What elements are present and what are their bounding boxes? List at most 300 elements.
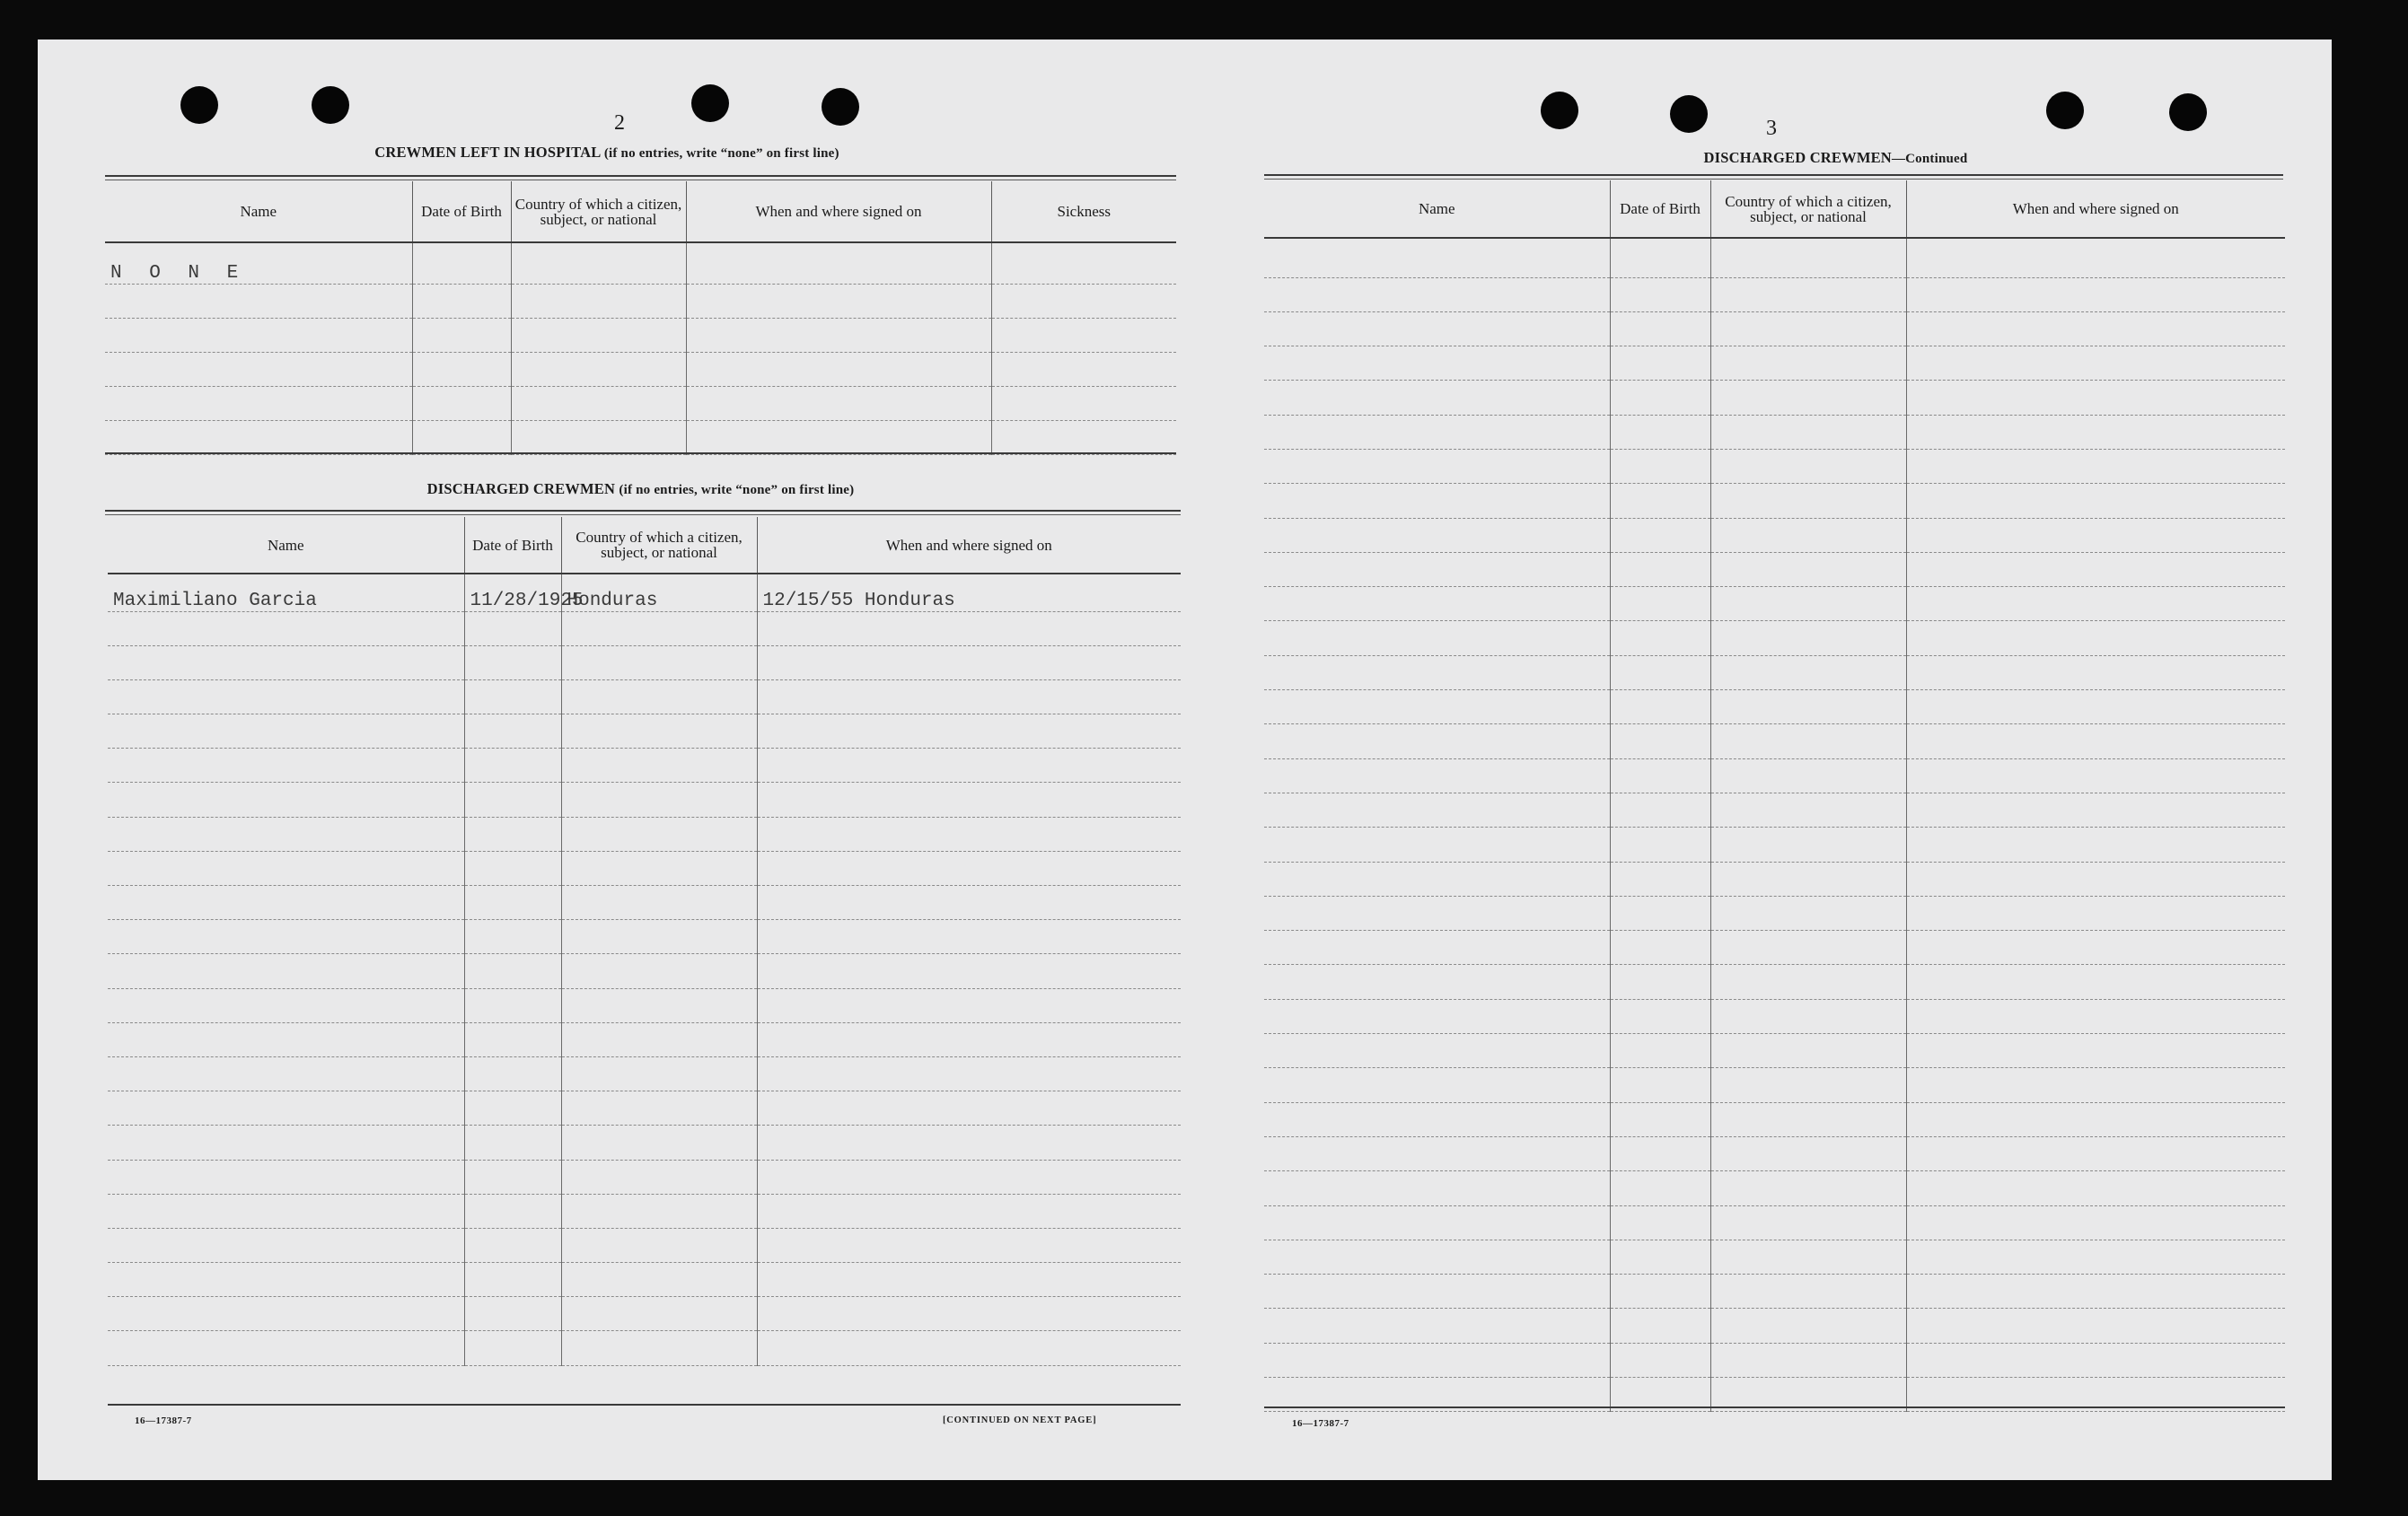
- table-cell[interactable]: [108, 1297, 464, 1331]
- table-cell[interactable]: [511, 386, 686, 420]
- table-cell[interactable]: [1264, 862, 1610, 896]
- table-cell[interactable]: [1610, 552, 1710, 586]
- header-name: Name: [108, 517, 464, 574]
- table-cell[interactable]: [686, 386, 991, 420]
- table-cell[interactable]: [1610, 415, 1710, 449]
- table-row: [108, 714, 1181, 749]
- table-cell[interactable]: [1264, 415, 1610, 449]
- table-cell[interactable]: [1610, 238, 1710, 277]
- table-cell[interactable]: [991, 242, 1176, 284]
- table-cell[interactable]: [1610, 655, 1710, 689]
- table-cell[interactable]: [511, 242, 686, 284]
- table-cell[interactable]: [1710, 449, 1906, 483]
- table-cell[interactable]: [561, 1022, 757, 1056]
- table-cell[interactable]: [1906, 999, 2285, 1033]
- table-cell[interactable]: [561, 645, 757, 679]
- table-cell[interactable]: [1610, 724, 1710, 758]
- table-cell[interactable]: [1264, 828, 1610, 862]
- table-cell[interactable]: [561, 714, 757, 749]
- table-cell[interactable]: [1610, 758, 1710, 793]
- table-cell[interactable]: [1906, 1102, 2285, 1136]
- table-cell[interactable]: [991, 318, 1176, 352]
- table-cell[interactable]: [1710, 999, 1906, 1033]
- table-cell[interactable]: [1906, 655, 2285, 689]
- table-row: [1264, 999, 2285, 1033]
- table-cell[interactable]: [1264, 1205, 1610, 1240]
- table-cell[interactable]: [108, 851, 464, 885]
- table-cell[interactable]: [1906, 587, 2285, 621]
- table-cell[interactable]: [1710, 862, 1906, 896]
- table-cell[interactable]: [1264, 381, 1610, 415]
- table-cell[interactable]: [1264, 896, 1610, 930]
- table-cell[interactable]: [1610, 931, 1710, 965]
- table-cell[interactable]: [757, 920, 1181, 954]
- table-cell[interactable]: [412, 420, 511, 454]
- table-row: [108, 679, 1181, 714]
- table-row: [108, 920, 1181, 954]
- table-cell[interactable]: [757, 783, 1181, 817]
- table-row: [108, 1056, 1181, 1091]
- table-row: [1264, 449, 2285, 483]
- table-cell[interactable]: [1906, 346, 2285, 381]
- table-row: [1264, 415, 2285, 449]
- table-cell[interactable]: [1906, 277, 2285, 311]
- table-cell[interactable]: [464, 988, 561, 1022]
- table-cell[interactable]: [1710, 1343, 1906, 1377]
- table-row: [1264, 1205, 2285, 1240]
- table-cell[interactable]: [108, 645, 464, 679]
- table-cell[interactable]: [412, 386, 511, 420]
- table-cell[interactable]: [1710, 1275, 1906, 1309]
- table-row: [1264, 1309, 2285, 1343]
- discharged-continued-title-text: DISCHARGED CREWMEN: [1703, 149, 1892, 166]
- table-cell[interactable]: [561, 611, 757, 645]
- table-row: [108, 954, 1181, 988]
- table-row: [108, 1331, 1181, 1365]
- table-cell[interactable]: [1906, 1171, 2285, 1205]
- table-cell[interactable]: [108, 886, 464, 920]
- table-cell[interactable]: [1906, 1068, 2285, 1102]
- table-row: [1264, 1136, 2285, 1170]
- table-cell[interactable]: [1264, 690, 1610, 724]
- table-cell[interactable]: [1710, 655, 1906, 689]
- table-cell[interactable]: [1610, 1275, 1710, 1309]
- table-cell[interactable]: [1264, 552, 1610, 586]
- table-cell[interactable]: [561, 817, 757, 851]
- table-cell[interactable]: [1264, 1171, 1610, 1205]
- table-cell[interactable]: [1610, 311, 1710, 346]
- table-cell[interactable]: [1710, 724, 1906, 758]
- table-cell[interactable]: [108, 611, 464, 645]
- table-cell[interactable]: [1710, 1068, 1906, 1102]
- table-cell[interactable]: [1710, 1240, 1906, 1274]
- table-cell[interactable]: [464, 1297, 561, 1331]
- table-cell[interactable]: [561, 988, 757, 1022]
- table-cell[interactable]: [757, 1263, 1181, 1297]
- table-row: [1264, 1343, 2285, 1377]
- table-cell[interactable]: [991, 386, 1176, 420]
- table-cell[interactable]: [464, 783, 561, 817]
- table-cell[interactable]: [1906, 690, 2285, 724]
- table-cell[interactable]: [757, 988, 1181, 1022]
- table-cell[interactable]: [991, 420, 1176, 454]
- page-number-right: 3: [1766, 117, 1777, 140]
- table-cell[interactable]: [561, 954, 757, 988]
- table-cell[interactable]: [464, 1056, 561, 1091]
- table-cell[interactable]: [1906, 1205, 2285, 1240]
- table-cell[interactable]: [757, 851, 1181, 885]
- table-cell[interactable]: 11/28/1925: [464, 574, 561, 611]
- table-cell[interactable]: [1264, 1275, 1610, 1309]
- table-cell[interactable]: [1264, 1343, 1610, 1377]
- table-cell[interactable]: [1264, 1309, 1610, 1343]
- table-cell[interactable]: [757, 749, 1181, 783]
- table-cell[interactable]: [1906, 1275, 2285, 1309]
- table-cell[interactable]: [1610, 1102, 1710, 1136]
- table-cell[interactable]: [1710, 238, 1906, 277]
- table-cell[interactable]: [561, 1228, 757, 1262]
- table-cell[interactable]: [1906, 449, 2285, 483]
- table-cell[interactable]: [757, 1331, 1181, 1365]
- table-cell[interactable]: [1710, 1136, 1906, 1170]
- header-sickness: Sickness: [991, 181, 1176, 242]
- table-cell[interactable]: [1610, 1171, 1710, 1205]
- table-cell[interactable]: [1264, 655, 1610, 689]
- table-cell[interactable]: [561, 1160, 757, 1194]
- table-cell[interactable]: [108, 1022, 464, 1056]
- table-cell[interactable]: [1906, 931, 2285, 965]
- table-cell[interactable]: [1610, 277, 1710, 311]
- table-cell[interactable]: [464, 817, 561, 851]
- table-cell[interactable]: [108, 679, 464, 714]
- table-cell[interactable]: [561, 1263, 757, 1297]
- table-cell[interactable]: [1610, 518, 1710, 552]
- table-cell[interactable]: [757, 1297, 1181, 1331]
- table-cell[interactable]: [1610, 1205, 1710, 1240]
- table-row: [1264, 793, 2285, 827]
- table-row: [108, 1297, 1181, 1331]
- table-cell[interactable]: [561, 783, 757, 817]
- table-cell[interactable]: [1610, 587, 1710, 621]
- table-row: [1264, 381, 2285, 415]
- table-cell[interactable]: [108, 1194, 464, 1228]
- table-cell[interactable]: [1610, 346, 1710, 381]
- table-cell[interactable]: [1906, 484, 2285, 518]
- table-cell[interactable]: [1610, 999, 1710, 1033]
- table-cell[interactable]: [108, 783, 464, 817]
- table-cell[interactable]: [686, 318, 991, 352]
- table-cell[interactable]: [1710, 381, 1906, 415]
- table-cell[interactable]: [1264, 346, 1610, 381]
- table-cell[interactable]: [464, 920, 561, 954]
- table-cell[interactable]: [1906, 896, 2285, 930]
- table-cell[interactable]: [108, 1056, 464, 1091]
- table-cell[interactable]: [464, 1022, 561, 1056]
- table-cell[interactable]: [1710, 1309, 1906, 1343]
- table-cell[interactable]: [108, 1126, 464, 1160]
- table-cell[interactable]: [1710, 690, 1906, 724]
- table-cell[interactable]: 12/15/55 Honduras: [757, 574, 1181, 611]
- punch-hole: [822, 88, 859, 126]
- table-cell[interactable]: [1906, 518, 2285, 552]
- header-name: Name: [1264, 180, 1610, 238]
- table-cell[interactable]: [511, 318, 686, 352]
- table-row: [108, 1228, 1181, 1262]
- table-cell[interactable]: [1710, 758, 1906, 793]
- table-cell[interactable]: [1264, 931, 1610, 965]
- table-cell[interactable]: [1264, 449, 1610, 483]
- table-cell[interactable]: [464, 645, 561, 679]
- table-cell[interactable]: [1610, 1240, 1710, 1274]
- table-cell[interactable]: [108, 988, 464, 1022]
- table-cell[interactable]: [561, 886, 757, 920]
- table-cell[interactable]: [561, 851, 757, 885]
- table-cell[interactable]: [1906, 1309, 2285, 1343]
- table-row: [105, 318, 1176, 352]
- hospital-section-title: [105, 144, 1109, 162]
- table-cell[interactable]: [1610, 965, 1710, 999]
- table-cell[interactable]: [1906, 1034, 2285, 1068]
- table-cell[interactable]: [686, 242, 991, 284]
- table-cell[interactable]: [686, 284, 991, 318]
- table-cell[interactable]: [561, 1194, 757, 1228]
- table-cell[interactable]: [511, 420, 686, 454]
- table-cell[interactable]: [1710, 277, 1906, 311]
- continued-note: [CONTINUED ON NEXT PAGE]: [943, 1415, 1097, 1425]
- table-cell[interactable]: [464, 851, 561, 885]
- table-cell[interactable]: [561, 1297, 757, 1331]
- table-cell[interactable]: [464, 1126, 561, 1160]
- hospital-bottom-rule: [105, 452, 1176, 454]
- table-cell[interactable]: [1264, 999, 1610, 1033]
- table-cell[interactable]: [1610, 862, 1710, 896]
- table-cell[interactable]: [105, 352, 412, 386]
- table-row: [105, 386, 1176, 420]
- table-cell[interactable]: [757, 954, 1181, 988]
- table-cell[interactable]: [108, 1331, 464, 1365]
- table-cell[interactable]: [1710, 1034, 1906, 1068]
- table-cell[interactable]: [1906, 1240, 2285, 1274]
- table-cell[interactable]: [1710, 896, 1906, 930]
- table-cell[interactable]: [1264, 1034, 1610, 1068]
- table-cell[interactable]: [1710, 518, 1906, 552]
- table-cell[interactable]: [1906, 415, 2285, 449]
- table-cell[interactable]: [108, 1160, 464, 1194]
- table-cell[interactable]: [1610, 793, 1710, 827]
- table-cell[interactable]: [464, 1091, 561, 1126]
- table-cell[interactable]: [1264, 1136, 1610, 1170]
- table-cell[interactable]: [757, 1056, 1181, 1091]
- table-cell[interactable]: [561, 920, 757, 954]
- table-row: [1264, 828, 2285, 862]
- table-cell[interactable]: [1264, 965, 1610, 999]
- table-row: [1264, 238, 2285, 277]
- table-cell[interactable]: [464, 1228, 561, 1262]
- table-cell[interactable]: [464, 611, 561, 645]
- table-cell[interactable]: [1710, 1205, 1906, 1240]
- table-cell[interactable]: [1710, 587, 1906, 621]
- table-cell[interactable]: [108, 1263, 464, 1297]
- table-cell[interactable]: [412, 242, 511, 284]
- table-cell[interactable]: [412, 318, 511, 352]
- table-cell[interactable]: N O N E: [105, 242, 412, 284]
- table-cell[interactable]: [757, 1194, 1181, 1228]
- table-cell[interactable]: [108, 749, 464, 783]
- table-cell[interactable]: [412, 284, 511, 318]
- table-cell[interactable]: [1610, 1034, 1710, 1068]
- table-cell[interactable]: [561, 1056, 757, 1091]
- table-cell[interactable]: [1906, 1136, 2285, 1170]
- table-cell[interactable]: [105, 284, 412, 318]
- table-cell[interactable]: [757, 645, 1181, 679]
- form-sheet: [38, 39, 2332, 1480]
- table-cell[interactable]: [757, 1126, 1181, 1160]
- table-cell[interactable]: [1610, 621, 1710, 655]
- table-cell[interactable]: [1906, 621, 2285, 655]
- table-cell[interactable]: [1610, 690, 1710, 724]
- table-cell[interactable]: [1264, 1068, 1610, 1102]
- table-cell[interactable]: [561, 1331, 757, 1365]
- table-cell[interactable]: [686, 420, 991, 454]
- table-cell[interactable]: [757, 1228, 1181, 1262]
- table-cell[interactable]: Maximiliano Garcia: [108, 574, 464, 611]
- table-cell[interactable]: [1710, 346, 1906, 381]
- table-cell[interactable]: [1710, 552, 1906, 586]
- discharged-section-title: [105, 480, 1176, 498]
- table-cell[interactable]: [1710, 621, 1906, 655]
- table-cell[interactable]: [1264, 621, 1610, 655]
- table-cell[interactable]: [464, 886, 561, 920]
- table-cell[interactable]: [464, 1263, 561, 1297]
- table-cell[interactable]: [757, 1160, 1181, 1194]
- table-cell[interactable]: [757, 714, 1181, 749]
- table-cell[interactable]: [108, 817, 464, 851]
- table-cell[interactable]: [1906, 238, 2285, 277]
- table-cell[interactable]: [991, 352, 1176, 386]
- table-cell[interactable]: [1906, 552, 2285, 586]
- table-row: [108, 886, 1181, 920]
- table-cell[interactable]: [1610, 1136, 1710, 1170]
- table-cell[interactable]: [1710, 828, 1906, 862]
- table-row: [108, 988, 1181, 1022]
- table-cell[interactable]: [1710, 965, 1906, 999]
- table-cell[interactable]: [561, 679, 757, 714]
- table-cell[interactable]: [464, 954, 561, 988]
- punch-hole: [180, 86, 218, 124]
- table-cell[interactable]: [1906, 381, 2285, 415]
- table-row: [108, 783, 1181, 817]
- table-cell[interactable]: [1906, 793, 2285, 827]
- table-cell[interactable]: [1710, 311, 1906, 346]
- header-country: Country of which a citizen, subject, or national: [561, 517, 757, 574]
- table-cell[interactable]: [757, 1091, 1181, 1126]
- table-cell[interactable]: [108, 954, 464, 988]
- table-cell[interactable]: [464, 1160, 561, 1194]
- table-cell[interactable]: [1264, 1102, 1610, 1136]
- table-cell[interactable]: [464, 749, 561, 783]
- table-cell[interactable]: [1264, 758, 1610, 793]
- table-cell[interactable]: [1610, 896, 1710, 930]
- table-cell[interactable]: [1264, 793, 1610, 827]
- table-row: [1264, 965, 2285, 999]
- table-cell[interactable]: [1610, 828, 1710, 862]
- table-cell[interactable]: [464, 679, 561, 714]
- table-cell[interactable]: [1906, 1343, 2285, 1377]
- table-cell[interactable]: [1264, 724, 1610, 758]
- table-cell[interactable]: [1710, 1171, 1906, 1205]
- table-cell[interactable]: [1710, 1102, 1906, 1136]
- table-cell[interactable]: [1610, 1343, 1710, 1377]
- table-cell[interactable]: [1906, 862, 2285, 896]
- table-cell[interactable]: [757, 611, 1181, 645]
- table-cell[interactable]: [412, 352, 511, 386]
- table-cell[interactable]: [464, 1331, 561, 1365]
- table-cell[interactable]: [108, 1091, 464, 1126]
- table-cell[interactable]: [561, 1126, 757, 1160]
- table-cell[interactable]: [511, 352, 686, 386]
- table-cell[interactable]: [1264, 484, 1610, 518]
- table-cell[interactable]: [108, 714, 464, 749]
- table-cell[interactable]: [1906, 965, 2285, 999]
- hospital-table: [105, 181, 1176, 455]
- table-cell[interactable]: [511, 284, 686, 318]
- table-cell[interactable]: [1906, 828, 2285, 862]
- table-cell[interactable]: [1710, 793, 1906, 827]
- table-cell[interactable]: [108, 1228, 464, 1262]
- table-row: [1264, 552, 2285, 586]
- table-cell[interactable]: [1610, 381, 1710, 415]
- table-cell[interactable]: [105, 420, 412, 454]
- table-cell[interactable]: [1264, 587, 1610, 621]
- table-cell[interactable]: [1610, 484, 1710, 518]
- table-cell[interactable]: [1264, 311, 1610, 346]
- table-cell[interactable]: [1906, 311, 2285, 346]
- table-cell[interactable]: [105, 386, 412, 420]
- table-cell[interactable]: [1610, 1068, 1710, 1102]
- page-number-left: 2: [614, 111, 625, 135]
- table-row: [1264, 758, 2285, 793]
- table-cell[interactable]: [1610, 1309, 1710, 1343]
- table-cell[interactable]: [686, 352, 991, 386]
- table-cell[interactable]: [464, 714, 561, 749]
- table-cell[interactable]: [1906, 724, 2285, 758]
- table-cell[interactable]: [1610, 449, 1710, 483]
- table-row: [108, 1194, 1181, 1228]
- table-cell[interactable]: [1264, 1240, 1610, 1274]
- table-row: [1264, 518, 2285, 552]
- table-cell[interactable]: [1264, 518, 1610, 552]
- table-cell[interactable]: [1710, 931, 1906, 965]
- table-cell[interactable]: [1906, 758, 2285, 793]
- table-cell[interactable]: [757, 679, 1181, 714]
- table-cell[interactable]: [1264, 238, 1610, 277]
- table-cell[interactable]: [1710, 484, 1906, 518]
- table-cell[interactable]: [991, 284, 1176, 318]
- table-cell[interactable]: [561, 749, 757, 783]
- table-cell[interactable]: [1710, 415, 1906, 449]
- table-cell[interactable]: [108, 920, 464, 954]
- table-cell[interactable]: [464, 1194, 561, 1228]
- punch-hole: [1541, 92, 1578, 129]
- table-cell[interactable]: [757, 1022, 1181, 1056]
- hospital-top-rule: [105, 175, 1176, 177]
- table-cell[interactable]: [105, 318, 412, 352]
- table-cell[interactable]: Honduras: [561, 574, 757, 611]
- table-cell[interactable]: [757, 886, 1181, 920]
- table-cell[interactable]: [561, 1091, 757, 1126]
- table-cell[interactable]: [1264, 277, 1610, 311]
- table-cell[interactable]: [757, 817, 1181, 851]
